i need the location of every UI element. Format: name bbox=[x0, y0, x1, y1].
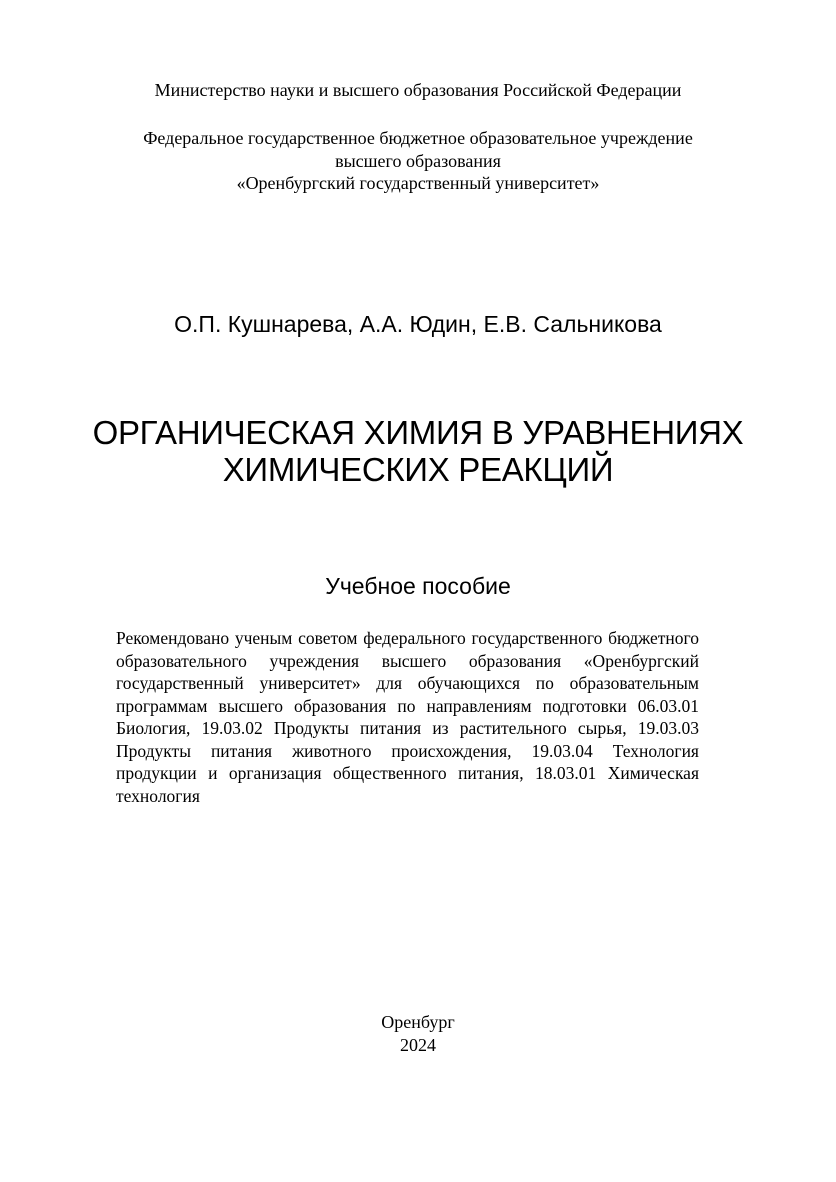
publication-city: Оренбург bbox=[381, 1012, 455, 1032]
institution-line: высшего образования bbox=[335, 150, 501, 171]
recommendation-text: Рекомендовано ученым советом федерального государственного бюджетного образовательного учреждения высшего образования «Оренбургский государственный университет» для обучающихся по образовательным программам высшего образования по направлениям подготовки 06.03.01 Биология, 19.03.02 Продукты питания из растительного сырья, 19.03.03 Продукты питания животного происхождения, 19.03.04 Технология продукции и организация общественного питания, 18.03.01 Химическая технология bbox=[116, 628, 699, 806]
book-title-line: ХИМИЧЕСКИХ РЕАКЦИЙ bbox=[222, 451, 614, 488]
book-title bbox=[0, 414, 836, 488]
publication-year: 2024 bbox=[400, 1035, 436, 1055]
institution-block bbox=[0, 127, 836, 195]
book-title-line: ОРГАНИЧЕСКАЯ ХИМИЯ В УРАВНЕНИЯХ bbox=[92, 414, 744, 451]
institution-line: Федеральное государственное бюджетное образовательное учреждение bbox=[143, 128, 693, 148]
ministry-name: Министерство науки и высшего образования Российской Федерации bbox=[154, 80, 682, 100]
document-type: Учебное пособие bbox=[325, 573, 511, 599]
authors: О.П. Кушнарева, А.А. Юдин, Е.В. Сальникова bbox=[174, 311, 662, 337]
institution-line: «Оренбургский государственный университет» bbox=[236, 173, 600, 193]
